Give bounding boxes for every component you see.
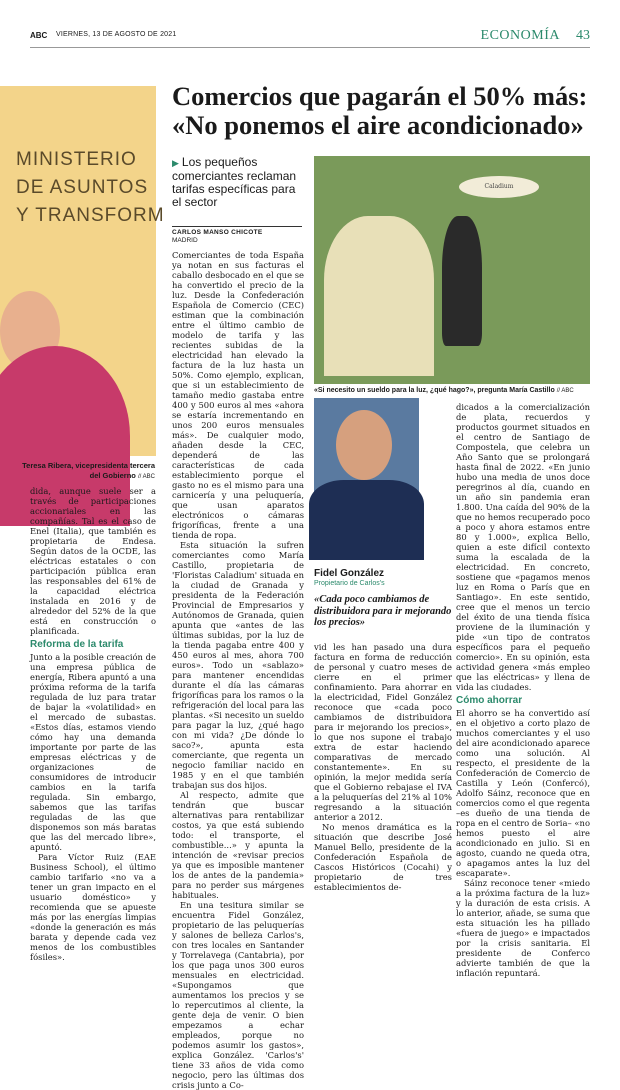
subheading: Reforma de la tarifa [30,639,124,650]
text-column-middle [172,250,304,1090]
minister-photo [0,86,165,456]
paragraph: Esta situación la sufren comerciantes como María Castillo, propietaria de 'Floristas Caladium' situada en la ciudad de Granada y presidenta de la Federación Provincial de Empresarios y Autónomos de Granada, quien apunta que «antes de las últimas subidas, por la luz de la tienda pagaba entre 400 y 450 euros al mes, ahora 700 euros». Todo un «sablazo» para mantener encendidas durante el día las cámaras frigoríficas para los ramos o la refrigeración del local para las plantas. «Si necesito un sueldo para pagar la luz, ¿qué hago con mi vida? ¿De dónde lo saco?», apunta esta comerciante, que regenta un negocio familiar nacido en 1985 y en el que también trabajan sus dos hijos. [172,540,304,790]
fidel-gonzalez-photo [314,398,419,554]
text-column-right-a [314,642,452,892]
caption-text: «Si necesito un sueldo para la luz, ¿qué hago?», pregunta María Castillo [314,387,555,394]
photo-credit: // ABC [556,388,574,394]
paragraph: Sáinz reconoce tener «miedo a la próxima factura de la luz» y la duración de esta crisis. A lo anterior, añade, se suma que esta situación les ha pillado «fuera de juego» e impactados por la crisis sanitaria. El presidente de Conferco advierte también de que la inflación repuntará. [456,878,590,978]
paragraph: Comerciantes de toda España ya notan en sus facturas el caballo desbocado en el que se ha convertido el precio de la luz. Desde la Confederación Española de Comercio (CEC) estiman que la combinación entre el último cambio de modelo de tarifa y las recientes subidas de la electricidad han elevado la factura de la luz hasta un 50%. Como ejemplo, explican, que si un establecimiento de tamaño medio gastaba entre 400 y 500 euros al mes «ahora se estaría incrementando en unos 200 euros mensuales más». De cualquier modo, añaden desde la CEC, dependerá de las características de cada establecimiento porque el gasto no es el mismo para una carnicería y una peluquería, que usan aparatos electrónicos o cámaras frigoríficas, frente a una tienda de ropa. [172,250,304,540]
portrait-face [336,410,392,480]
flower-display [324,216,434,376]
paragraph: dida, aunque suele ser a través de participaciones accionariales en las compañías. Tal es el caso de Enel (Italia), que también es propietaria de Endesa. Según datos de la OCDE, las eléctricas estatales o con participación pública eran las responsables del 61% de la capacidad eléctrica instalada en 2016 y de alrededor del 52% de la que está en construcción o planificada. [30,486,156,636]
article-headline: Comercios que pagarán el 50% más: «No ponemos el aire acondicionado» [172,81,588,140]
dateline: MADRID [172,237,198,244]
paragraph: Para Víctor Ruiz (EAE Business School), el último cambio tarifario «no va a tener un gran impacto en el usuario doméstico» y recomienda que se apueste más por las energías limpias «donde la generación es más barata y depende cada vez menos de los combustibles fósiles». [30,852,156,962]
shop-photo-caption [314,387,590,394]
newspaper-logo: ABC [30,31,48,40]
triangle-bullet-icon: ▶ [172,158,179,168]
page-number: 43 [576,28,590,43]
photo-credit: // ABC [137,473,155,480]
shop-owner-figure [442,216,482,346]
lead-text: Los pequeños comerciantes reclaman tarifas específicas para el sector [172,155,297,209]
paragraph: Junto a la posible creación de una empresa pública de energía, Ribera apuntó a una próxima reforma de la tarifa regulada de luz para tratar de bajar la «volatilidad» en el mercado de subastas. «Estos días, estamos viendo cómo hay una demanda importante por parte de las empresas eléctricas y de organizaciones de consumidores de introducir cambios en la tarifa regulada. Sin embargo, sabemos que las tarifas reguladas de las que disponemos son más baratas que las del mercado libre», apuntó. [30,652,156,852]
shop-sign: Caladium [459,176,539,198]
caption-text: Teresa Ribera, vicepresidenta tercera del Gobierno [22,461,155,480]
quote-speaker-name: Fidel González [314,568,385,579]
paragraph: No menos dramática es la situación que describe José Manuel Bello, presidente de la Confederación Española de Cascos Históricos (Cocahi) y propietario de tres establecimientos de- [314,822,452,892]
paragraph: El ahorro se ha convertido así en el objetivo a corto plazo de muchos comerciantes y el uso del aire acondicionado aparece como una solución. Al respecto, el presidente de la Confederación de Comercio de Castilla y León (Confercó), Adolfo Sáinz, reconoce que en comercios como el que regenta –es dueño de una tienda de ropa en el centro de Soria– «no hemos puesto el aire acondicionado en julio. Si en agosto, cuando ne queda otra, o apagamos antes la luz del escaparate». [456,708,590,878]
quote-speaker-role: Propietario de Carlos's [314,580,385,587]
ministry-sign: MINISTERIO DE ASUNTOS Y TRANSFORM [16,149,165,226]
paragraph: vid les han pasado una dura factura en forma de reducción de personal y cuatro meses de cierre en el primer confinamiento. Para ahorrar en la electricidad, Fidel González reconoce que «cada poco cambiamos de distribuidora para ir mejorando los precios», lo que nos supone el trabajo extra de estar haciendo comparativas de mercado constantemente». En su opinión, la mejor medida sería que el Gobierno rebajase el IVA a la peluquerías del 21% al 10% regresando a la situación anterior a 2012. [314,642,452,822]
author-name: CARLOS MANSO CHICOTE [172,229,263,236]
paragraph: Al respecto, admite que tendrán que buscar alternativas para rentabilizar costos, ya que está subiendo todo: el transporte, el combustible...» y apunta la intención de «revisar precios ya que es imposible mantener los de antes de la pandemia» para no perder sus márgenes habituales. [172,790,304,900]
section-name: ECONOMÍA [480,28,560,43]
byline [172,226,302,245]
paragraph: En una tesitura similar se encuentra Fidel González, propietario de las peluquerías y salones de belleza Carlos's, con tres locales en Santander y Torrelavega (Cantabria), por los que paga unos 300 euros mensuales en electricidad. «Supongamos que aumentamos los precios y se lo repercutimos al cliente, la gente deja de venir. O bien empezamos a echar empleados, porque no podemos asumir los gastos», explica González. 'Carlos's' tiene 33 años de vida como negocio, pero las últimas dos crisis junto a Co- [172,900,304,1090]
article-lead [172,156,302,209]
portrait-body [309,480,424,560]
issue-date: VIERNES, 13 DE AGOSTO DE 2021 [56,31,177,38]
minister-photo-caption [10,461,155,482]
subheading: Cómo ahorrar [456,695,523,706]
text-column-right-b [456,402,590,978]
page-header [30,28,590,48]
florist-shop-photo [314,156,590,384]
paragraph: dicados a la comercialización de plata, recuerdos y productos gourmet situados en el centro de Santiago de Compostela, que celebra un Año Santo que se prolongará hasta final de 2022. «En junio hubo una media de unos doce peregrinos al día, cuando en un año sin pandemia eran 1.800. Una caída del 90% de la que no hemos recuperado poco a poco y ahora estamos entre 80 y 1.000», explica Bello, quien a este difícil contexto suma la escalada de la electricidad. En concreto, sostiene que «pagamos menos luz en Roma o París que en Santiago». En este sentido, cree que el menos un tercio del éxito de una tienda física proviene de la iluminación y pide «un tipo de contratos específicos para el pequeño comercio». En su opinión, esta actividad genera «más empleo que las eléctricas» y llena de vida las ciudades. [456,402,590,692]
text-column-left [30,486,156,962]
pull-quote: «Cada poco cambiamos de distribuidora para ir mejorando los precios» [314,594,452,628]
